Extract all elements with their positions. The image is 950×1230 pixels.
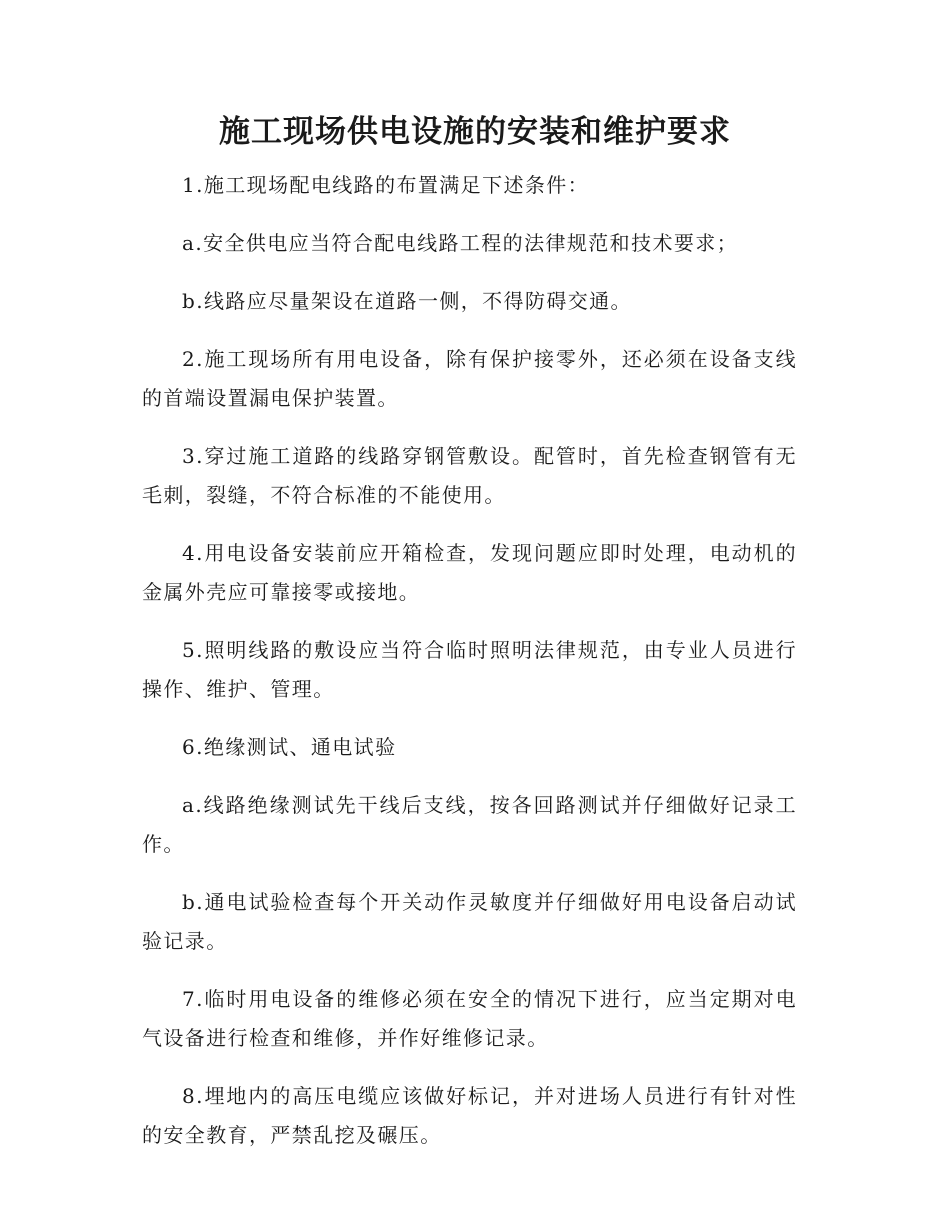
paragraph-6b: b.通电试验检查每个开关动作灵敏度并仔细做好用电设备启动试验记录。 bbox=[142, 890, 797, 953]
paragraph-5: 5.照明线路的敷设应当符合临时照明法律规范，由专业人员进行操作、维护、管理。 bbox=[142, 638, 797, 701]
paragraph-8: 8.埋地内的高压电缆应该做好标记，并对进场人员进行有针对性的安全教育，严禁乱挖及碾压。 bbox=[142, 1084, 797, 1147]
paragraph-4: 4.用电设备安装前应开箱检查，发现问题应即时处理，电动机的金属外壳应可靠接零或接地。 bbox=[142, 541, 797, 604]
paragraph-1: 1.施工现场配电线路的布置满足下述条件： bbox=[182, 173, 590, 197]
paragraph-1b: b.线路应尽量架设在道路一侧，不得防碍交通。 bbox=[182, 289, 632, 313]
document-body bbox=[142, 166, 797, 1174]
paragraph-6a: a.线路绝缘测试先干线后支线，按各回路测试并仔细做好记录工作。 bbox=[142, 793, 797, 856]
paragraph-3: 3.穿过施工道路的线路穿钢管敷设。配管时，首先检查钢管有无毛刺，裂缝，不符合标准的不能使用。 bbox=[142, 444, 797, 507]
paragraph-1a: a.安全供电应当符合配电线路工程的法律规范和技术要求； bbox=[182, 231, 739, 255]
document-title: 施工现场供电设施的安装和维护要求 bbox=[219, 114, 731, 150]
paragraph-2: 2.施工现场所有用电设备，除有保护接零外，还必须在设备支线的首端设置漏电保护装置。 bbox=[142, 347, 797, 410]
paragraph-6: 6.绝缘测试、通电试验 bbox=[182, 735, 397, 759]
paragraph-7: 7.临时用电设备的维修必须在安全的情况下进行，应当定期对电气设备进行检查和维修，并作好维修记录。 bbox=[142, 987, 797, 1050]
